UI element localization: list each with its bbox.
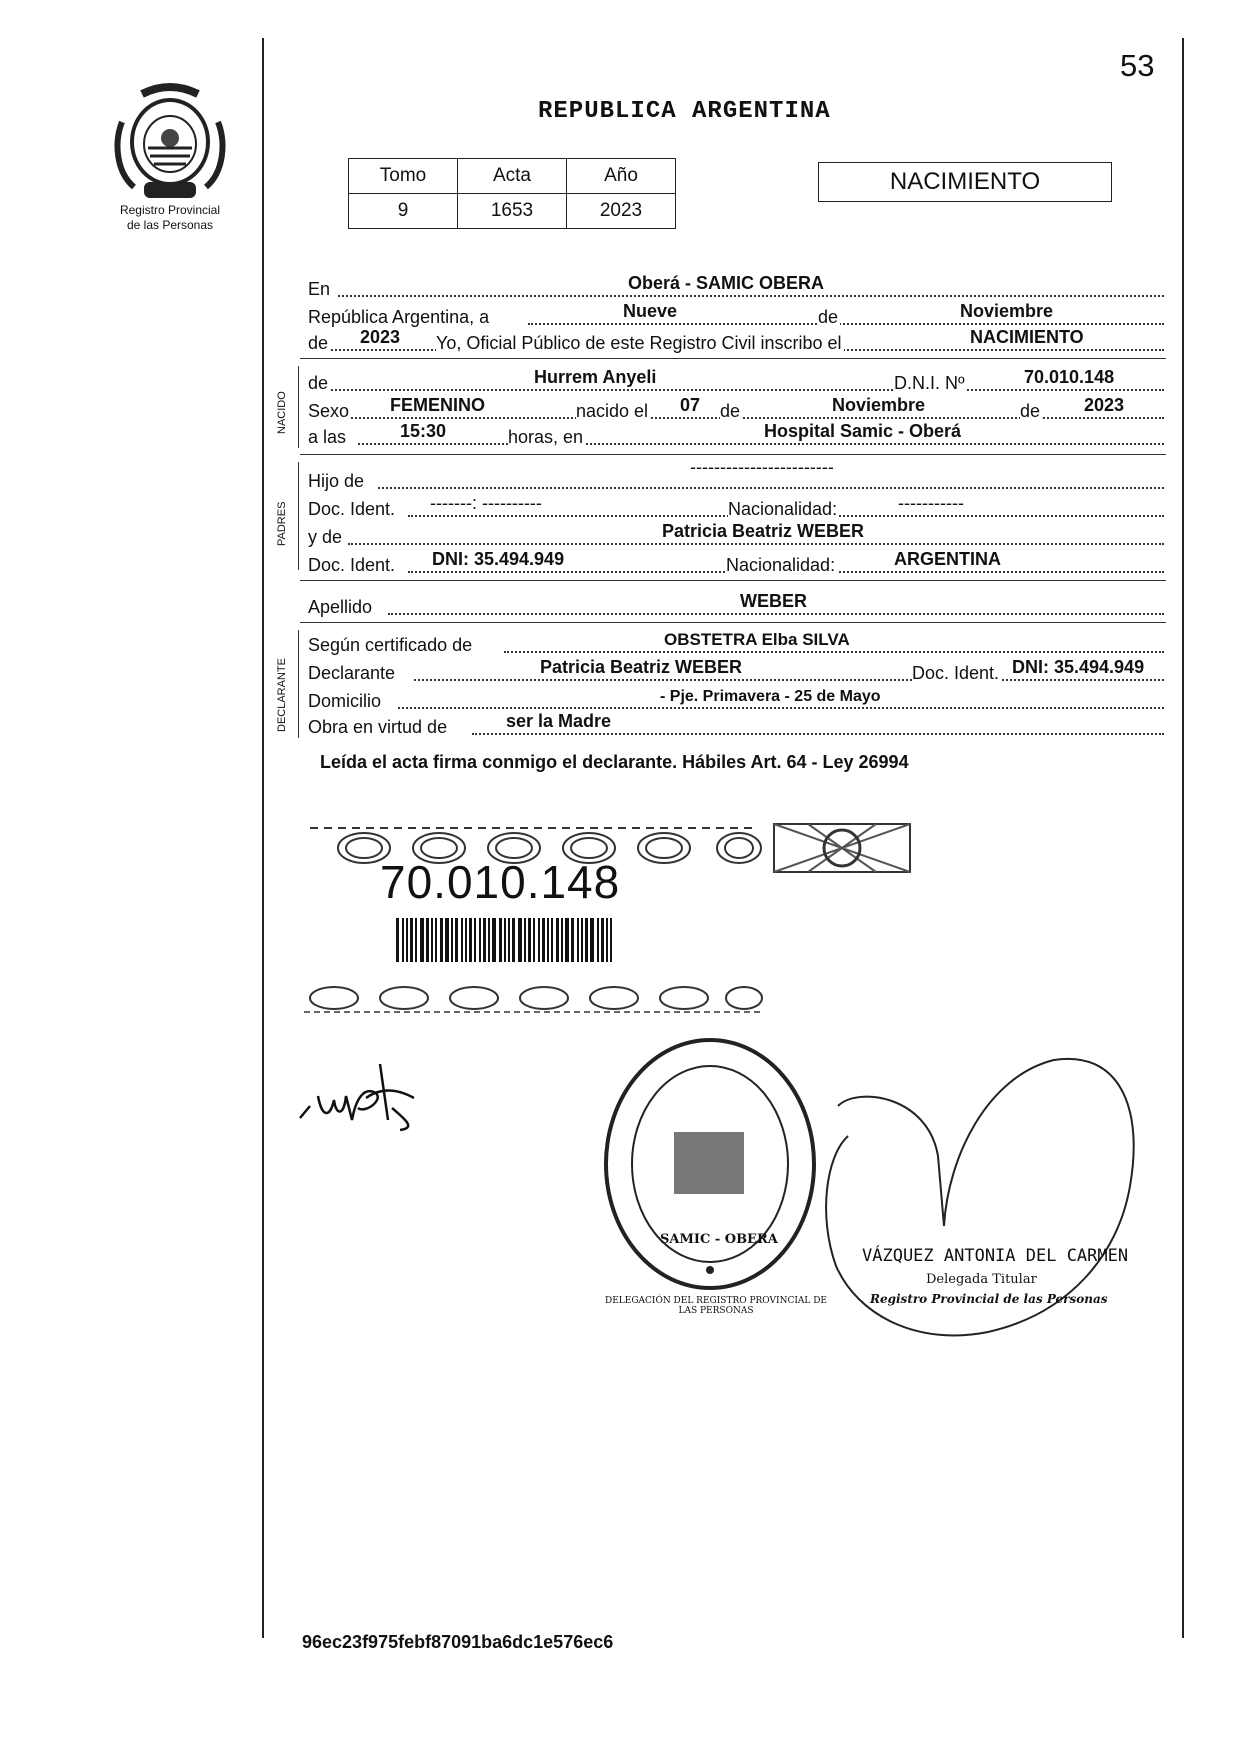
reference-table xyxy=(348,158,676,229)
mother-nationality: ARGENTINA xyxy=(894,549,1001,569)
seal-text: DELEGACIÓN DEL REGISTRO PROVINCIAL DE LAS PERSONAS xyxy=(604,1296,828,1316)
legal-statement: Leída el acta firma conmigo el declarante. Hábiles Art. 64 - Ley 26994 xyxy=(320,752,909,772)
officer-text: Yo, Oficial Público de este Registro Civil inscribo el xyxy=(436,333,842,353)
mother-doc: DNI: 35.494.949 xyxy=(432,549,565,569)
doc-label-2: Doc. Ident. xyxy=(308,555,396,575)
anio-value: 2023 xyxy=(567,194,676,229)
place-row xyxy=(308,274,1164,300)
page-number: 53 xyxy=(1120,48,1155,83)
declarante-bar xyxy=(298,630,299,738)
yde-label: y de xyxy=(308,527,343,547)
declarant-signature xyxy=(296,1058,426,1143)
province-crest-logo xyxy=(112,82,228,209)
time-row xyxy=(308,422,1164,448)
declarant-address: - Pje. Primavera - 25 de Mayo xyxy=(660,688,881,705)
separator xyxy=(300,454,1166,455)
padres-section-label: PADRES xyxy=(276,501,288,546)
name-row xyxy=(308,368,1164,394)
declarant-reason: ser la Madre xyxy=(506,711,612,731)
de-label-4: de xyxy=(720,401,741,421)
decl-doc-label: Doc. Ident. xyxy=(912,663,1000,683)
birth-place: Hospital Samic - Oberá xyxy=(764,421,962,441)
registration-day: Nueve xyxy=(623,301,678,321)
acta-header: Acta xyxy=(458,159,567,194)
anio-header: Año xyxy=(567,159,676,194)
official-name: VÁZQUEZ ANTONIA DEL CARMEN xyxy=(862,1246,1129,1266)
father-name: ------------------------ xyxy=(690,457,834,477)
mother-row xyxy=(308,522,1164,548)
de-label-5: de xyxy=(1020,401,1041,421)
security-number: 70.010.148 xyxy=(380,856,621,908)
separator xyxy=(300,358,1166,359)
official-role: Delegada Titular xyxy=(926,1272,1037,1287)
en-label: En xyxy=(308,279,331,299)
officer-row xyxy=(308,328,1164,354)
separator xyxy=(300,622,1166,623)
declarante-label: Declarante xyxy=(308,663,396,683)
reference-header-row xyxy=(349,159,676,194)
declarante-section-label: DECLARANTE xyxy=(276,658,288,732)
document-title: REPUBLICA ARGENTINA xyxy=(538,98,831,125)
domicilio-label: Domicilio xyxy=(308,691,382,711)
nacido-section-label: NACIDO xyxy=(276,391,288,434)
country-label: República Argentina, a xyxy=(308,307,490,327)
registration-event: NACIMIENTO xyxy=(970,327,1084,347)
birth-month: Noviembre xyxy=(832,395,926,415)
father-row xyxy=(308,457,1164,492)
nacido-bar xyxy=(298,366,299,448)
left-margin-line xyxy=(262,38,264,1638)
father-nationality: ----------- xyxy=(898,493,964,513)
sex-row xyxy=(308,396,1164,422)
de-label-3: de xyxy=(308,373,329,393)
separator xyxy=(300,580,1166,581)
a-las-label: a las xyxy=(308,427,347,447)
declarant-row xyxy=(308,658,1164,684)
birth-time: 15:30 xyxy=(400,421,447,441)
dni-label: D.N.I. Nº xyxy=(894,373,965,393)
reference-value-row xyxy=(349,194,676,229)
reason-row xyxy=(308,712,1164,738)
certificate-row xyxy=(308,630,1164,656)
registration-place: Oberá - SAMIC OBERA xyxy=(628,273,825,293)
cert-label: Según certificado de xyxy=(308,635,473,655)
obra-label: Obra en virtud de xyxy=(308,717,448,737)
acta-value: 1653 xyxy=(458,194,567,229)
logo-caption-line1: Registro Provincial xyxy=(119,203,221,217)
father-doc-row xyxy=(308,494,1164,520)
official-office: Registro Provincial de las Personas xyxy=(870,1292,1108,1306)
barcode xyxy=(396,918,618,967)
seal-city: SAMIC - OBERA xyxy=(660,1232,778,1247)
declarant-doc: DNI: 35.494.949 xyxy=(1012,657,1145,677)
father-doc: -------: ---------- xyxy=(430,493,542,513)
birth-day: 07 xyxy=(680,395,701,415)
doc-label: Doc. Ident. xyxy=(308,499,396,519)
horas-label: horas, en xyxy=(508,427,584,447)
surname-row xyxy=(308,592,1164,618)
security-pattern-bottom xyxy=(304,984,764,1019)
de-label-2: de xyxy=(308,333,329,353)
logo-caption xyxy=(100,203,240,233)
child-dni: 70.010.148 xyxy=(1024,367,1115,387)
document-hash: 96ec23f975febf87091ba6dc1e576ec6 xyxy=(302,1632,614,1652)
tomo-value: 9 xyxy=(349,194,458,229)
de-label: de xyxy=(818,307,839,327)
registration-month: Noviembre xyxy=(960,301,1054,321)
hologram-mark xyxy=(772,822,912,879)
birth-year: 2023 xyxy=(1084,395,1125,415)
child-sex: FEMENINO xyxy=(390,395,486,415)
registry-seal xyxy=(600,1034,820,1299)
declarant-name: Patricia Beatriz WEBER xyxy=(540,657,743,677)
nacido-label: nacido el xyxy=(576,401,649,421)
nacionalidad-label: Nacionalidad: xyxy=(728,499,838,519)
date-row xyxy=(308,302,1164,328)
record-type-box: NACIMIENTO xyxy=(818,162,1112,202)
sexo-label: Sexo xyxy=(308,401,350,421)
mother-name: Patricia Beatriz WEBER xyxy=(662,521,865,541)
apellido-label: Apellido xyxy=(308,597,373,617)
nacionalidad-label-2: Nacionalidad: xyxy=(726,555,836,575)
padres-bar xyxy=(298,462,299,570)
address-row xyxy=(308,686,1164,712)
hijo-label: Hijo de xyxy=(308,471,365,491)
child-name: Hurrem Anyeli xyxy=(534,367,657,387)
mother-doc-row xyxy=(308,550,1164,576)
logo-caption-line2: de las Personas xyxy=(126,218,214,232)
registration-year: 2023 xyxy=(360,327,401,347)
certificate-by: OBSTETRA Elba SILVA xyxy=(664,630,850,649)
surname-value: WEBER xyxy=(740,591,807,611)
tomo-header: Tomo xyxy=(349,159,458,194)
right-margin-line xyxy=(1182,38,1184,1638)
